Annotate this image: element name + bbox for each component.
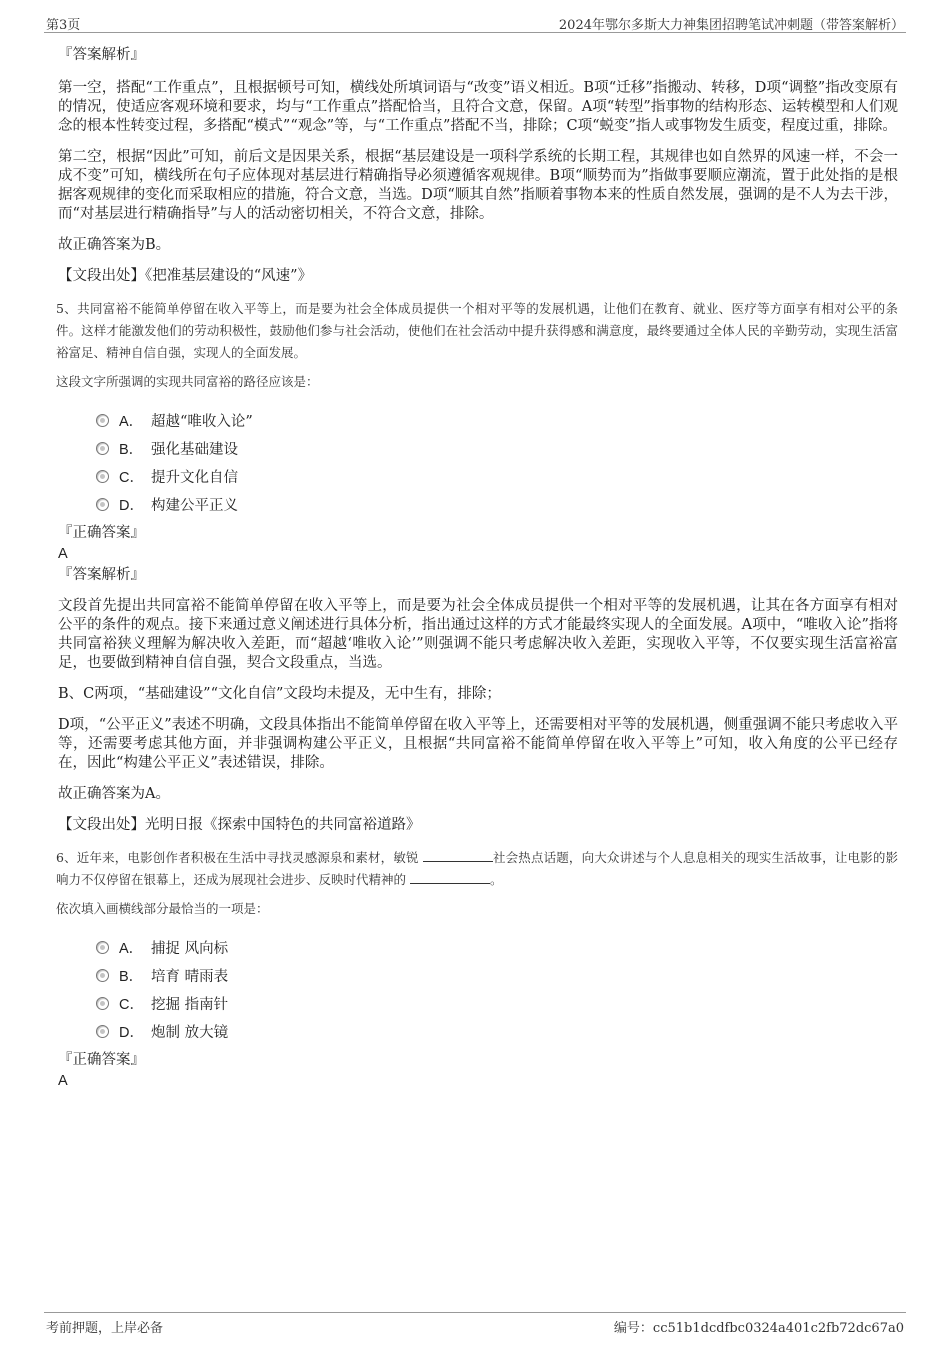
fill-blank-1 (423, 847, 493, 862)
analysis-paragraph: 文段首先提出共同富裕不能简单停留在收入平等上，而是要为社会全体成员提供一个相对平等的发展机遇，让其在各方面享有相对公平的条件的观点。接下来通过意义阐述进行具体分析，指出通过这样的方式才能最终实现人的全面发展。A项中，“唯收入论”指将共同富裕狭义理解为解决收入差距，而“超越‘唯收入论’”则强调不能只考虑解决收入差距，实现收入平等，不仅要实现生活富裕富足，也要做到精神自信自强，契合文段重点，当选。 (58, 598, 898, 671)
option-d[interactable]: D． 炮制 放大镜 (96, 1017, 898, 1045)
page-footer (44, 1312, 906, 1337)
footer-slogan: 考前押题，上岸必备 (46, 1321, 164, 1336)
answer-tag: 『正确答案』 (58, 525, 145, 541)
option-c[interactable]: C． 提升文化自信 (96, 462, 898, 490)
question-5-options (96, 406, 898, 518)
option-a[interactable]: A． 超越“唯收入论” (96, 406, 898, 434)
page-number: 第3页 (46, 18, 81, 33)
correct-answer: A (58, 1073, 68, 1089)
source-note: 【文段出处】光明日报《探索中国特色的共同富裕道路》 (58, 817, 421, 833)
option-b[interactable]: B． 培育 晴雨表 (96, 961, 898, 989)
answer-tag: 『正确答案』 (58, 1052, 145, 1068)
correct-answer: A (58, 546, 68, 562)
fill-blank-2 (410, 869, 490, 884)
page-header (44, 12, 906, 33)
analysis-paragraph: 第一空，搭配“工作重点”，且根据顿号可知，横线处所填词语与“改变”语义相近。B项“迁移”指搬动、转移，D项“调整”指改变原有的情况，使适应客观环境和要求，均与“工作重点”搭配恰当，且符合文意，保留。A项“转型”指事物的结构形态、运转模型和人们观念的根本性转变过程，多搭配“模式”“观念”等，与“工作重点”搭配不当，排除；C项“蜕变”指人或事物发生质变，程度过重，排除。 (58, 80, 898, 134)
analysis-tag: 『答案解析』 (58, 47, 145, 63)
question-6-text: 6、近年来，电影创作者积极在生活中寻找灵感源泉和素材，敏锐 社会热点话题，向大众讲述与个人息息相关的现实生活故事，让电影的影响力不仅停留在银幕上，还成为展现社会进步、反映时代精神的 。 (56, 847, 898, 891)
source-note: 【文段出处】《把准基层建设的“风速”》 (58, 268, 313, 284)
radio-icon[interactable] (96, 1025, 109, 1038)
radio-icon[interactable] (96, 969, 109, 982)
question-6-options (96, 933, 898, 1045)
document-body (56, 46, 898, 1093)
radio-icon[interactable] (96, 498, 109, 511)
question-6-stem: 依次填入画横线部分最恰当的一项是： (56, 901, 269, 916)
radio-icon[interactable] (96, 470, 109, 483)
conclusion: 故正确答案为A。 (58, 786, 170, 802)
radio-icon[interactable] (96, 941, 109, 954)
analysis-paragraph: 第二空，根据“因此”可知，前后文是因果关系，根据“基层建设是一项科学系统的长期工程，其规律也如自然界的风速一样，不会一成不变”可知，横线所在句子应体现对基层进行精确指导必须遵循客观规律。B项“顺势而为”指做事要顺应潮流，置于此处指的是根据客观规律的变化而采取相应的措施，符合文意，当选。D项“顺其自然”指顺着事物本来的性质自然发展，强调的是不人为去干涉，而“对基层进行精确指导”与人的活动密切相关，不符合文意，排除。 (58, 149, 898, 222)
radio-icon[interactable] (96, 997, 109, 1010)
document-id: 编号：cc51b1dcdfbc0324a401c2fb72dc67a0 (613, 1321, 904, 1336)
document-title: 2024年鄂尔多斯大力神集团招聘笔试冲刺题（带答案解析） (558, 18, 904, 33)
question-5-stem: 这段文字所强调的实现共同富裕的路径应该是： (56, 374, 319, 389)
radio-icon[interactable] (96, 414, 109, 427)
conclusion: 故正确答案为B。 (58, 237, 171, 253)
option-a[interactable]: A． 捕捉 风向标 (96, 933, 898, 961)
option-d[interactable]: D． 构建公平正义 (96, 490, 898, 518)
radio-icon[interactable] (96, 442, 109, 455)
analysis-tag: 『答案解析』 (58, 567, 145, 583)
option-b[interactable]: B． 强化基础建设 (96, 434, 898, 462)
option-c[interactable]: C． 挖掘 指南针 (96, 989, 898, 1017)
question-5-text: 5、共同富裕不能简单停留在收入平等上，而是要为社会全体成员提供一个相对平等的发展机遇，让他们在教育、就业、医疗等方面享有相对公平的条件。这样才能激发他们的劳动积极性，鼓励他们参与社会活动，使他们在社会活动中提升获得感和满意度，最终要通过全体人民的辛勤劳动，实现生活富裕富足、精神自信自强，实现人的全面发展。 (56, 301, 898, 360)
analysis-paragraph: B、C两项，“基础建设”“文化自信”文段均未提及，无中生有，排除； (58, 686, 501, 702)
analysis-paragraph: D项，“公平正义”表述不明确，文段具体指出不能简单停留在收入平等上，还需要相对平等的发展机遇，侧重强调不能只考虑收入平等，还需要考虑其他方面，并非强调构建公平正义，且根据“共同富裕不能简单停留在收入平等上”可知，收入角度的公平已经存在，因此“构建公平正义”表述错误，排除。 (58, 717, 898, 771)
